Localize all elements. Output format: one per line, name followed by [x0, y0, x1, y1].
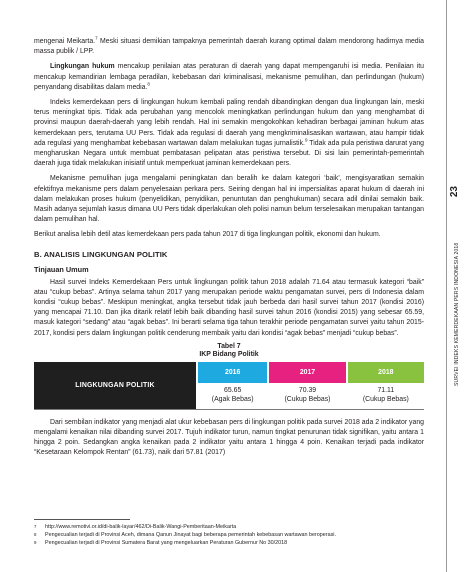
value-cell-2016	[198, 383, 267, 409]
text-run: Indeks kemerdekaan pers di lingkungan hukum kembali paling rendah dibandingkan dengan dua lingkungan lain, meski terus meningkat tipis. Tidak ada perubahan yang mencolok meningkatkan perlindungan hukum dan yang menghambat di provinsi maupun daerah-daerah yang lebih rendah. Hal ini semakin mengokohkan kehadiran berbagai jaminan hukum atas kemerdekaan pers, terutama UU Pers. Tidak ada regulasi di daerah yang mengkriminalisasikan wartawan, atau hampir tidak ada regulasi yang menghambat kebebasan wartawan dalam melakukan tugas jurnalistik.	[34, 99, 424, 147]
table-number: Tabel 7	[217, 342, 241, 350]
intro-paragraph-5: Berikut analisa lebih detil atas kemerdekaan pers pada tahun 2017 di tiga lingkungan politik, ekonomi dan hukum.	[34, 231, 381, 239]
value-2017: 70.39	[298, 387, 317, 395]
text-run: Meski situasi demikian tampaknya pemerintah daerah kurang optimal dalam mendorong hadirnya media massa publik / LPP.	[34, 38, 425, 56]
year-header-2017: 2017	[269, 362, 345, 383]
page-number: 23	[449, 186, 460, 198]
intro-paragraph-2	[34, 62, 424, 93]
category-2016: (Agak Bebas)	[211, 395, 254, 403]
running-head: SURVEI INDEKS KEMERDEKAAN PERS INDONESIA 2018	[454, 242, 460, 386]
footnote-text: Pengecualian terjadi di Provinsi Sumatera Barat yang mengeluarkan Peraturan Gubernur No 30/2018	[45, 540, 288, 546]
table-caption	[34, 343, 424, 360]
text-run: Tidak ada pula peristiwa darurat yang mengharuskan Negara untuk membuat pembatasan pelipatan atas peristiwa tersebut. Di sisi lain pemerintah-pemerintah daerah juga tidak melakukan inisiatif untuk memperkuat jaminan kemerdekaan pers.	[34, 139, 425, 168]
section-heading: B. ANALISIS LINGKUNGAN POLITIK	[34, 249, 168, 259]
footnote-ref-7[interactable]: 7	[95, 35, 98, 41]
value-cell-2017	[269, 383, 345, 409]
category-2017: (Cukup Bebas)	[284, 395, 331, 403]
text-run: mengenai Meikarta.	[34, 38, 96, 45]
footnotes	[34, 523, 424, 547]
category-2018: (Cukup Bebas)	[362, 395, 409, 403]
intro-paragraph-4: Mekanisme pemulihan juga mengalami peningkatan dan beralih ke dalam kategori ‘baik’, mengisyaratkan semakin efektifnya mekanisme pers dalam penyelesaian perkara pers. Seiring dengan hal ini impersialitas aparat hukum di daerah ini dalam melakukan proses hukum (penyelidikan, penyidikan, penuntutan dan penghukuman) secara adil dinilai semakin baik. Masih adanya sejumlah kasus dimana UU Pers tidak diperlakukan oleh polisi namun belum terselesaikan merupakan tantangan dalam pemulihan hal.	[34, 175, 424, 224]
footnote-number: 9	[34, 540, 37, 545]
term-lingkungan-hukum: Lingkungan hukum	[50, 63, 115, 71]
value-cell-2018	[348, 383, 424, 409]
footnote-link[interactable]: http://www.remotivi.or.id/di-balik-layar/462/Di-Balik-Wangi-Pemberitaan-Meikarta	[45, 524, 237, 530]
value-2018: 71.11	[377, 387, 395, 395]
footnote-number: 8	[34, 532, 37, 537]
footnote-ref-8[interactable]: 8	[147, 81, 150, 87]
footnote-8	[34, 531, 424, 539]
table-bottom-rule	[34, 409, 424, 410]
section-paragraph-1: Hasil survei Indeks Kemerdekaan Pers untuk lingkungan politik tahun 2018 adalah 71.64 atau termasuk kategori “baik” atau “cukup bebas”. Artinya selama tahun 2017 yang merupakan periode waktu pengamatan survei, pers di Indonesia dalam kondisi “cukup bebas”. Meskipun meningkat, angka tersebut tidak jauh berbeda dari hasil survei tahun 2017 (kondisi 2016) yang mencapai 71.10. Dan jika ditarik relatif lebih baik dibanding hasil survei tahun 2016 (kondisi 2015) yang sebesar 65.59, masuk kategori “sedang” atau “agak bebas”. Ini berarti selama tiga tahun terakhir periode pengamatan survei yaitu tahun 2015-2017, kondisi pers dalam lingkungan politik cenderung membaik yaitu dari kondisi “agak bebas” menjadi “cukup bebas”.	[34, 278, 424, 337]
footnote-7	[34, 523, 424, 531]
footnote-ref-9[interactable]: 9	[304, 137, 308, 143]
margin-rule	[446, 0, 447, 572]
footnote-9	[34, 539, 424, 547]
year-header-2016: 2016	[198, 362, 267, 383]
sub-heading: Tinjauan Umum	[34, 264, 89, 274]
table-title: IKP Bidang Politik	[199, 351, 259, 359]
footnote-divider	[34, 519, 130, 520]
page-content	[34, 37, 424, 459]
footnote-text: Pengecualian terjadi di Provinsi Aceh, dimana Qanun Jinayat bagi beberapa pemerintah kebebasan wartawan beroperasi.	[45, 532, 336, 538]
footnote-number: 7	[34, 524, 37, 529]
after-table-paragraph: Dari sembilan indikator yang menjadi alat ukur kebebasan pers di lingkungan politik pada survei 2018 ada 2 indikator yang mengalami kenaikan nilai dibanding survei 2017. Tujuh indikator turun, namun tingkat penurunan tidak signifikan, yaitu antara 1 hingga 2 poin. Sedangkan angka kenaikan pada 2 indikator yaitu antara 1 hingga 4 poin. Kenaikan terjadi pada indikator “Kesetaraan Kelompok Rentan” (61.73), naik dari 57.81 (2017)	[34, 418, 424, 457]
year-header-2018: 2018	[348, 362, 424, 383]
row-label: LINGKUNGAN POLITIK	[34, 362, 196, 409]
ikp-politik-table	[34, 362, 424, 409]
value-2016: 65.65	[224, 387, 242, 395]
text-run: mencakup penilaian atas peraturan di daerah yang dapat mempengaruhi isi media. Penilaian itu mencakup kemandirian lembaga peradilan, kebebasan dari kriminalisasi, mekanisme pemulihan, dan perlindungan (hukum) penyandang disabilitas dalam media.	[34, 63, 425, 91]
table-header-row	[34, 362, 424, 383]
intro-paragraph-3	[34, 98, 424, 169]
intro-paragraph-1	[34, 37, 424, 57]
